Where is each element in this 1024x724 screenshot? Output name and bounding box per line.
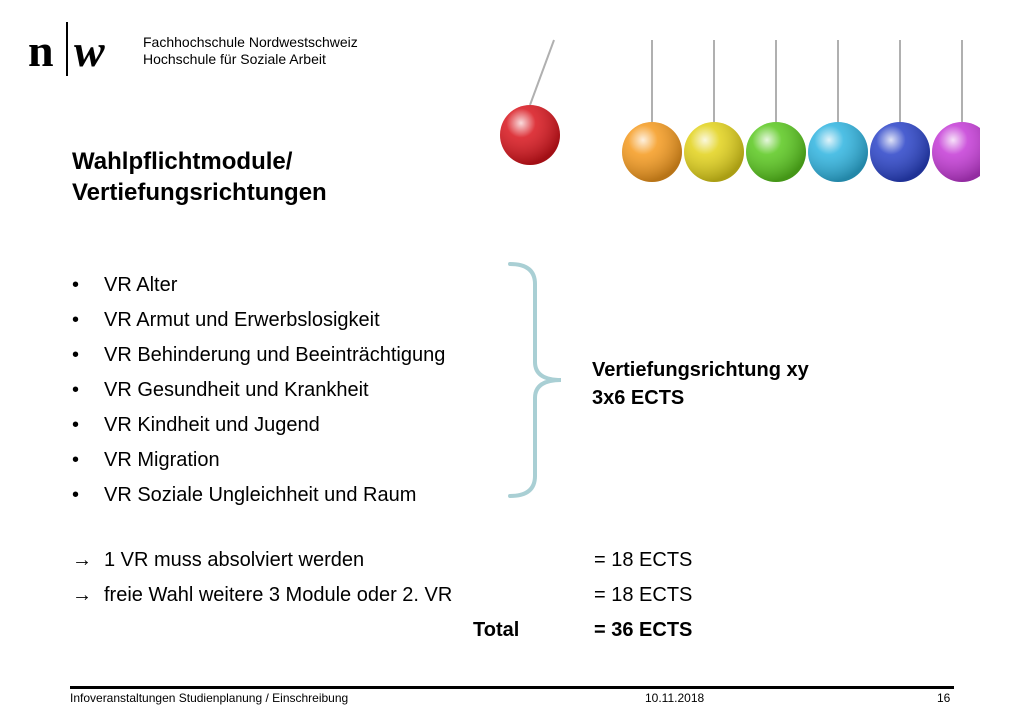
- total-ects: = 36 ECTS: [594, 619, 693, 641]
- bullet-icon: •: [72, 344, 80, 366]
- list-item-label: VR Gesundheit und Krankheit: [104, 379, 369, 401]
- list-item-label: VR Armut und Erwerbslosigkeit: [104, 309, 380, 331]
- list-item: [72, 340, 445, 375]
- bracket-label-line-1: Vertiefungsrichtung xy: [592, 359, 809, 381]
- pendulum-ball-shine: [622, 122, 682, 182]
- list-item: [72, 445, 445, 480]
- bullet-icon: •: [72, 309, 80, 331]
- curly-brace-icon: [505, 262, 565, 502]
- title-line-1: Wahlpflichtmodule/: [72, 148, 293, 175]
- title-line-2: Vertiefungsrichtungen: [72, 179, 327, 206]
- page-number: 16: [937, 691, 951, 705]
- bullet-icon: •: [72, 379, 80, 401]
- pendulum-ball-shine: [932, 122, 980, 182]
- list-item: [72, 375, 445, 410]
- logo-divider: [66, 22, 68, 76]
- list-item-label: VR Behinderung und Beeinträchtigung: [104, 344, 446, 366]
- nw-logo: [28, 22, 128, 78]
- bracket-label: [592, 356, 809, 412]
- arrow-icon: →: [72, 584, 92, 606]
- footer-title: Infoveranstaltungen Studienplanung / Einschreibung: [70, 691, 349, 705]
- pendulum-string: [530, 40, 554, 105]
- list-item-label: VR Kindheit und Jugend: [104, 414, 320, 436]
- bracket-label-line-2: 3x6 ECTS: [592, 387, 685, 409]
- list-item: [72, 270, 445, 305]
- pendulum-graphic: [490, 30, 980, 200]
- pendulum-ball-shine: [684, 122, 744, 182]
- logo-w: w: [74, 25, 105, 76]
- summary-row-2-text: freie Wahl weitere 3 Module oder 2. VR: [104, 584, 453, 606]
- arrow-icon: →: [72, 549, 92, 571]
- summary-row-2-ects: = 18 ECTS: [594, 584, 693, 606]
- list-item-label: VR Migration: [104, 449, 220, 471]
- list-item: [72, 305, 445, 340]
- bullet-icon: •: [72, 274, 80, 296]
- bullet-icon: •: [72, 449, 80, 471]
- vr-list: [72, 270, 445, 515]
- school-line-2: Hochschule für Soziale Arbeit: [143, 51, 326, 67]
- list-item-label: VR Soziale Ungleichheit und Raum: [104, 484, 417, 506]
- slide-title: [72, 146, 327, 208]
- list-item: [72, 410, 445, 445]
- list-item-label: VR Alter: [104, 274, 178, 296]
- bullet-icon: •: [72, 484, 80, 506]
- list-item: [72, 480, 445, 515]
- logo-n: n: [28, 25, 54, 76]
- school-name: [143, 34, 358, 68]
- school-line-1: Fachhochschule Nordwestschweiz: [143, 34, 358, 50]
- pendulum-ball-shine: [746, 122, 806, 182]
- summary-row-1-ects: = 18 ECTS: [594, 549, 693, 571]
- summary-row-1-text: 1 VR muss absolviert werden: [104, 549, 365, 571]
- bullet-icon: •: [72, 414, 80, 436]
- pendulum-ball-shine: [500, 105, 560, 165]
- footer-divider: [70, 686, 954, 689]
- pendulum-ball-shine: [870, 122, 930, 182]
- pendulum-ball-shine: [808, 122, 868, 182]
- footer-date: 10.11.2018: [645, 691, 705, 705]
- total-label: Total: [473, 619, 520, 641]
